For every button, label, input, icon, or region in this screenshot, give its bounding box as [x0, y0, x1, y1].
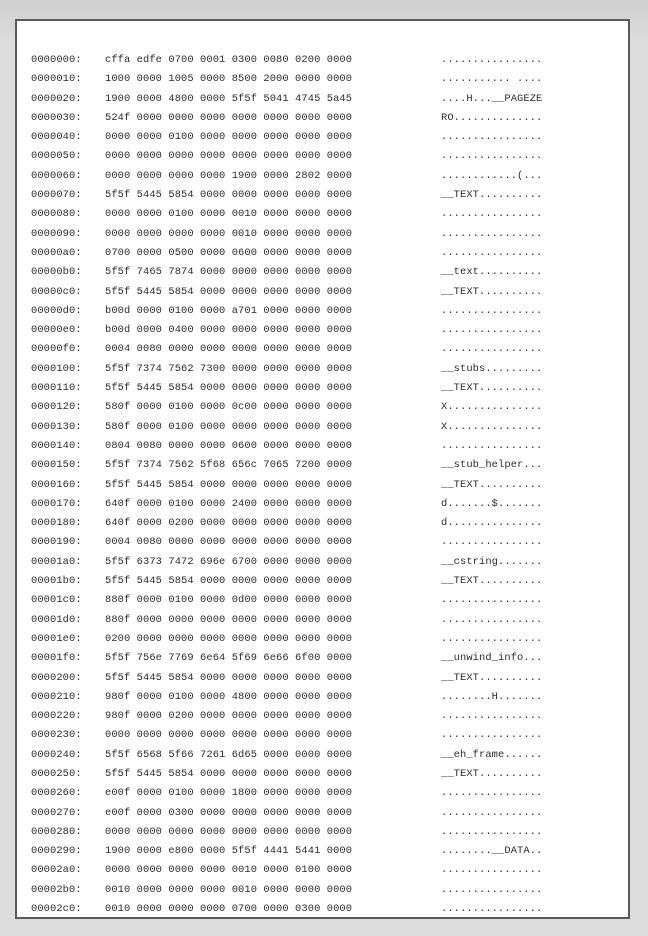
row-ascii: d.......$.......: [441, 497, 543, 510]
hexdump-row: [31, 456, 621, 475]
row-ascii: ................: [441, 150, 543, 163]
row-hex-bytes: 0000 0000 0000 0000 0000 0000 0000 0000: [105, 150, 353, 163]
row-hex-bytes: 5f5f 5445 5854 0000 0000 0000 0000 0000: [105, 575, 353, 588]
row-hex-bytes: 1000 0000 1005 0000 8500 2000 0000 0000: [105, 73, 353, 86]
row-offset: 0000000:: [31, 54, 82, 66]
hexdump-row: [31, 128, 621, 147]
row-hex-bytes: e00f 0000 0100 0000 1800 0000 0000 0000: [105, 787, 353, 800]
row-offset: 00002a0:: [31, 864, 82, 877]
hexdump-row: [31, 90, 621, 109]
row-offset: 0000060:: [31, 169, 82, 182]
row-offset: 0000220:: [31, 710, 82, 723]
hexdump-row: [31, 630, 621, 649]
row-ascii: ................: [441, 806, 543, 819]
row-ascii: RO..............: [441, 111, 543, 124]
row-offset: 0000100:: [31, 362, 82, 375]
row-hex-bytes: 5f5f 5445 5854 0000 0000 0000 0000 0000: [105, 478, 353, 491]
hexdump-row: [31, 321, 621, 340]
hexdump-row: [31, 167, 621, 186]
row-offset: 00001a0:: [31, 555, 82, 568]
hexdump-row: [31, 225, 621, 244]
row-offset: 0000250:: [31, 767, 82, 780]
row-hex-bytes: 5f5f 5445 5854 0000 0000 0000 0000 0000: [105, 189, 353, 202]
hexdump-row: [31, 649, 621, 668]
row-ascii: __unwind_info...: [441, 652, 543, 665]
hexdump-row: [31, 765, 621, 784]
row-hex-bytes: 640f 0000 0200 0000 0000 0000 0000 0000: [105, 517, 353, 530]
row-hex-bytes: 0010 0000 0000 0000 0700 0000 0300 0000: [105, 903, 353, 916]
row-offset: 0000290:: [31, 845, 82, 858]
row-offset: 00001e0:: [31, 632, 82, 645]
row-hex-bytes: 0000 0000 0100 0000 0000 0000 0000 0000: [105, 131, 353, 144]
row-hex-bytes: 580f 0000 0100 0000 0c00 0000 0000 0000: [105, 401, 353, 414]
row-hex-bytes: 980f 0000 0200 0000 0000 0000 0000 0000: [105, 710, 353, 723]
row-offset: 00002b0:: [31, 883, 82, 896]
row-hex-bytes: 0000 0000 0000 0000 0000 0000 0000 0000: [105, 825, 353, 838]
hexdump-row: [31, 726, 621, 745]
row-hex-bytes: 0200 0000 0000 0000 0000 0000 0000 0000: [105, 632, 353, 645]
hexdump-row: [31, 283, 621, 302]
row-ascii: ................: [441, 632, 543, 645]
row-ascii: __TEXT..........: [441, 478, 543, 491]
row-hex-bytes: 5f5f 7465 7874 0000 0000 0000 0000 0000: [105, 266, 353, 279]
hexdump-row: [31, 861, 621, 880]
hexdump-row: [31, 784, 621, 803]
row-ascii: __text..........: [441, 266, 543, 279]
row-hex-bytes: 5f5f 7374 7562 5f68 656c 7065 7200 0000: [105, 459, 353, 472]
row-ascii: X...............: [441, 420, 543, 433]
row-ascii: ........... ....: [441, 73, 543, 86]
hexdump-row: [31, 746, 621, 765]
row-hex-bytes: 880f 0000 0000 0000 0000 0000 0000 0000: [105, 613, 353, 626]
hexdump-row: [31, 611, 621, 630]
row-hex-bytes: 5f5f 5445 5854 0000 0000 0000 0000 0000: [105, 285, 353, 298]
row-ascii: ................: [441, 825, 543, 838]
row-ascii: ................: [441, 594, 543, 607]
row-offset: 0000170:: [31, 497, 82, 510]
row-ascii: ................: [441, 864, 543, 877]
row-ascii: __TEXT..........: [441, 767, 543, 780]
row-ascii: X...............: [441, 401, 543, 414]
row-hex-bytes: 5f5f 5445 5854 0000 0000 0000 0000 0000: [105, 671, 353, 684]
row-ascii: ........__DATA..: [441, 845, 543, 858]
hexdump-row: [31, 688, 621, 707]
row-hex-bytes: 0004 0080 0000 0000 0000 0000 0000 0000: [105, 343, 353, 356]
row-ascii: __stub_helper...: [441, 459, 543, 472]
row-ascii: ................: [441, 304, 543, 317]
row-offset: 0000200:: [31, 671, 82, 684]
hexdump-row: [31, 109, 621, 128]
row-ascii: __TEXT..........: [441, 285, 543, 298]
hexdump-row: [31, 340, 621, 359]
hexdump-row: [31, 476, 621, 495]
row-offset: 0000130:: [31, 420, 82, 433]
row-offset: 00001f0:: [31, 652, 82, 665]
row-offset: 0000240:: [31, 748, 82, 761]
row-offset: 0000010:: [31, 73, 82, 86]
row-offset: 0000210:: [31, 690, 82, 703]
row-offset: 0000260:: [31, 787, 82, 800]
hexdump-row: [31, 398, 621, 417]
row-offset: 0000280:: [31, 825, 82, 838]
row-ascii: __TEXT..........: [441, 575, 543, 588]
row-offset: 0000160:: [31, 478, 82, 491]
row-hex-bytes: 0000 0000 0000 0000 0000 0000 0000 0000: [105, 729, 353, 742]
row-hex-bytes: 5f5f 5445 5854 0000 0000 0000 0000 0000: [105, 767, 353, 780]
row-ascii: ................: [441, 131, 543, 144]
hexdump-row: [31, 263, 621, 282]
row-hex-bytes: e00f 0000 0300 0000 0000 0000 0000 0000: [105, 806, 353, 819]
row-hex-bytes: 5f5f 7374 7562 7300 0000 0000 0000 0000: [105, 362, 353, 375]
row-offset: 0000120:: [31, 401, 82, 414]
hexdump-row: [31, 379, 621, 398]
hexdump-listing: [31, 51, 621, 919]
row-offset: 00001c0:: [31, 594, 82, 607]
row-hex-bytes: b00d 0000 0100 0000 a701 0000 0000 0000: [105, 304, 353, 317]
hexdump-row: [31, 51, 621, 70]
row-hex-bytes: 5f5f 756e 7769 6e64 5f69 6e66 6f00 0000: [105, 652, 353, 665]
row-ascii: ................: [441, 729, 543, 742]
row-ascii: ........H.......: [441, 690, 543, 703]
hexdump-row: [31, 591, 621, 610]
row-ascii: ................: [441, 227, 543, 240]
row-ascii: d...............: [441, 517, 543, 530]
row-offset: 0000090:: [31, 227, 82, 240]
row-ascii: ................: [441, 903, 543, 916]
row-ascii: __stubs.........: [441, 362, 543, 375]
row-offset: 00001b0:: [31, 575, 82, 588]
row-hex-bytes: 0004 0080 0000 0000 0000 0000 0000 0000: [105, 536, 353, 549]
row-hex-bytes: 0700 0000 0500 0000 0600 0000 0000 0000: [105, 246, 353, 259]
hexdump-row: [31, 572, 621, 591]
row-ascii: __cstring.......: [441, 555, 543, 568]
row-ascii: ....H...__PAGEZE: [441, 92, 543, 105]
row-offset: 0000190:: [31, 536, 82, 549]
hexdump-row: [31, 495, 621, 514]
hexdump-row: [31, 823, 621, 842]
row-ascii: ................: [441, 208, 543, 221]
row-hex-bytes: cffa edfe 0700 0001 0300 0080 0200 0000: [105, 54, 353, 66]
row-hex-bytes: 880f 0000 0100 0000 0d00 0000 0000 0000: [105, 594, 353, 607]
hexdump-row: [31, 186, 621, 205]
hexdump-row: [31, 533, 621, 552]
row-hex-bytes: b00d 0000 0400 0000 0000 0000 0000 0000: [105, 324, 353, 337]
row-ascii: ................: [441, 54, 543, 66]
row-hex-bytes: 0000 0000 0000 0000 0010 0000 0100 0000: [105, 864, 353, 877]
row-hex-bytes: 0000 0000 0100 0000 0010 0000 0000 0000: [105, 208, 353, 221]
row-offset: 00000a0:: [31, 246, 82, 259]
hexdump-row: [31, 418, 621, 437]
row-ascii: ................: [441, 439, 543, 452]
hexdump-row: [31, 360, 621, 379]
row-hex-bytes: 580f 0000 0100 0000 0000 0000 0000 0000: [105, 420, 353, 433]
row-ascii: ................: [441, 613, 543, 626]
row-ascii: ................: [441, 710, 543, 723]
row-ascii: __TEXT..........: [441, 189, 543, 202]
row-offset: 0000230:: [31, 729, 82, 742]
row-offset: 0000110:: [31, 382, 82, 395]
hexdump-row: [31, 437, 621, 456]
row-hex-bytes: 0010 0000 0000 0000 0010 0000 0000 0000: [105, 883, 353, 896]
hexdump-row: [31, 553, 621, 572]
row-ascii: __eh_frame......: [441, 748, 543, 761]
row-offset: 00000f0:: [31, 343, 82, 356]
row-offset: 00002c0:: [31, 903, 82, 916]
row-ascii: __TEXT..........: [441, 671, 543, 684]
row-ascii: __TEXT..........: [441, 382, 543, 395]
hexdump-page: [15, 19, 630, 919]
row-offset: 00001d0:: [31, 613, 82, 626]
row-ascii: ................: [441, 343, 543, 356]
row-offset: 0000150:: [31, 459, 82, 472]
row-ascii: ................: [441, 787, 543, 800]
row-ascii: ................: [441, 883, 543, 896]
row-offset: 0000140:: [31, 439, 82, 452]
row-hex-bytes: 640f 0000 0100 0000 2400 0000 0000 0000: [105, 497, 353, 510]
row-offset: 0000270:: [31, 806, 82, 819]
row-offset: 00000e0:: [31, 324, 82, 337]
row-hex-bytes: 1900 0000 4800 0000 5f5f 5041 4745 5a45: [105, 92, 353, 105]
row-ascii: ................: [441, 324, 543, 337]
row-offset: 0000030:: [31, 111, 82, 124]
row-hex-bytes: 0804 0080 0000 0000 0600 0000 0000 0000: [105, 439, 353, 452]
row-hex-bytes: 0000 0000 0000 0000 1900 0000 2802 0000: [105, 169, 353, 182]
hexdump-row: [31, 514, 621, 533]
hexdump-row: [31, 842, 621, 861]
hexdump-row: [31, 147, 621, 166]
hexdump-row: [31, 804, 621, 823]
row-offset: 00000d0:: [31, 304, 82, 317]
hexdump-row: [31, 881, 621, 900]
hexdump-row: [31, 707, 621, 726]
row-hex-bytes: 5f5f 6373 7472 696e 6700 0000 0000 0000: [105, 555, 353, 568]
row-hex-bytes: 980f 0000 0100 0000 4800 0000 0000 0000: [105, 690, 353, 703]
row-offset: 00000b0:: [31, 266, 82, 279]
row-hex-bytes: 5f5f 5445 5854 0000 0000 0000 0000 0000: [105, 382, 353, 395]
row-offset: 0000020:: [31, 92, 82, 105]
hexdump-row: [31, 302, 621, 321]
row-ascii: ................: [441, 246, 543, 259]
row-offset: 00000c0:: [31, 285, 82, 298]
hexdump-row: [31, 70, 621, 89]
row-hex-bytes: 524f 0000 0000 0000 0000 0000 0000 0000: [105, 111, 353, 124]
hexdump-row: [31, 900, 621, 919]
hexdump-row: [31, 205, 621, 224]
hexdump-row: [31, 669, 621, 688]
row-hex-bytes: 5f5f 6568 5f66 7261 6d65 0000 0000 0000: [105, 748, 353, 761]
row-offset: 0000080:: [31, 208, 82, 221]
row-hex-bytes: 1900 0000 e800 0000 5f5f 4441 5441 0000: [105, 845, 353, 858]
row-offset: 0000050:: [31, 150, 82, 163]
row-ascii: ............(...: [441, 169, 543, 182]
row-hex-bytes: 0000 0000 0000 0000 0010 0000 0000 0000: [105, 227, 353, 240]
hexdump-row: [31, 244, 621, 263]
row-offset: 0000070:: [31, 189, 82, 202]
row-ascii: ................: [441, 536, 543, 549]
row-offset: 0000180:: [31, 517, 82, 530]
row-offset: 0000040:: [31, 131, 82, 144]
